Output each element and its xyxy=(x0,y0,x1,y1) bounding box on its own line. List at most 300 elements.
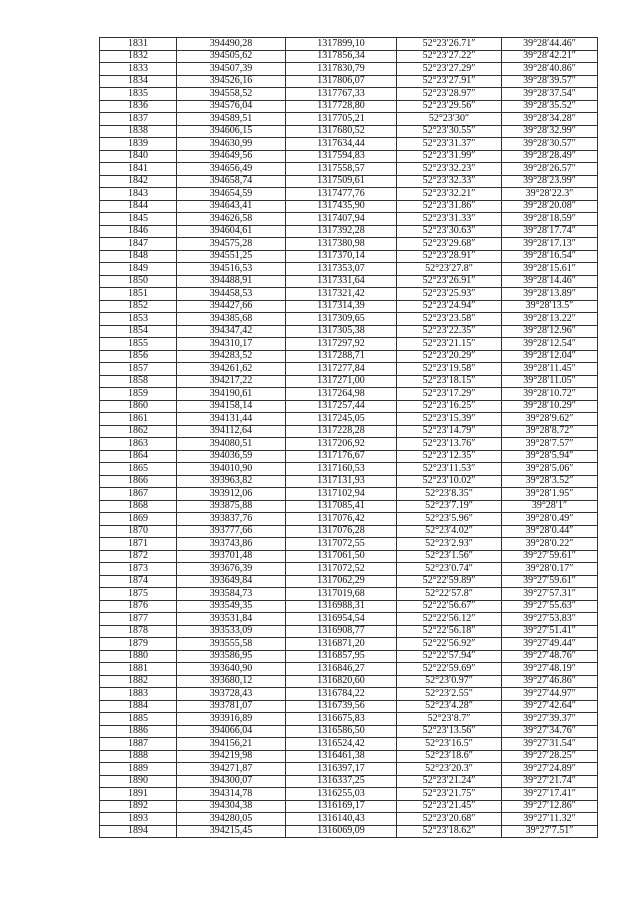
x-coordinate-cell: 394427,66 xyxy=(177,300,286,313)
latitude-cell: 52°23′23.58″ xyxy=(397,313,502,326)
longitude-cell: 39°27′46.86″ xyxy=(502,675,598,688)
latitude-cell: 52°23′13.76″ xyxy=(397,438,502,451)
table-row xyxy=(100,775,598,788)
x-coordinate-cell: 394219,98 xyxy=(177,750,286,763)
x-coordinate-cell: 394507,39 xyxy=(177,63,286,76)
latitude-cell: 52°23′26.71″ xyxy=(397,38,502,51)
longitude-cell: 39°27′48.76″ xyxy=(502,650,598,663)
y-coordinate-cell: 1317680,52 xyxy=(286,125,397,138)
y-coordinate-cell: 1316069,09 xyxy=(286,825,397,838)
table-row xyxy=(100,313,598,326)
longitude-cell: 39°28′16.54″ xyxy=(502,250,598,263)
y-coordinate-cell: 1317830,79 xyxy=(286,63,397,76)
y-coordinate-cell: 1317305,38 xyxy=(286,325,397,338)
table-row xyxy=(100,813,598,826)
longitude-cell: 39°28′14.46″ xyxy=(502,275,598,288)
y-coordinate-cell: 1317806,07 xyxy=(286,75,397,88)
table-row xyxy=(100,713,598,726)
x-coordinate-cell: 393555,58 xyxy=(177,638,286,651)
table-row xyxy=(100,575,598,588)
table-row xyxy=(100,363,598,376)
point-number-cell: 1892 xyxy=(100,800,177,813)
table-row xyxy=(100,550,598,563)
y-coordinate-cell: 1317435,90 xyxy=(286,200,397,213)
x-coordinate-cell: 394347,42 xyxy=(177,325,286,338)
point-number-cell: 1867 xyxy=(100,488,177,501)
x-coordinate-cell: 393728,43 xyxy=(177,688,286,701)
longitude-cell: 39°27′51.41″ xyxy=(502,625,598,638)
point-number-cell: 1836 xyxy=(100,100,177,113)
y-coordinate-cell: 1316140,43 xyxy=(286,813,397,826)
point-number-cell: 1882 xyxy=(100,675,177,688)
latitude-cell: 52°23′22.35″ xyxy=(397,325,502,338)
x-coordinate-cell: 394589,51 xyxy=(177,113,286,126)
table-row xyxy=(100,788,598,801)
point-number-cell: 1849 xyxy=(100,263,177,276)
point-number-cell: 1880 xyxy=(100,650,177,663)
point-number-cell: 1864 xyxy=(100,450,177,463)
x-coordinate-cell: 394280,05 xyxy=(177,813,286,826)
longitude-cell: 39°28′22.3″ xyxy=(502,188,598,201)
table-row xyxy=(100,288,598,301)
point-number-cell: 1884 xyxy=(100,700,177,713)
latitude-cell: 52°23′0.74″ xyxy=(397,563,502,576)
table-row xyxy=(100,225,598,238)
x-coordinate-cell: 393875,88 xyxy=(177,500,286,513)
longitude-cell: 39°27′11.32″ xyxy=(502,813,598,826)
x-coordinate-cell: 393781,07 xyxy=(177,700,286,713)
y-coordinate-cell: 1317072,52 xyxy=(286,563,397,576)
point-number-cell: 1888 xyxy=(100,750,177,763)
x-coordinate-cell: 393912,06 xyxy=(177,488,286,501)
y-coordinate-cell: 1317558,57 xyxy=(286,163,397,176)
longitude-cell: 39°28′42.21″ xyxy=(502,50,598,63)
longitude-cell: 39°28′44.46″ xyxy=(502,38,598,51)
y-coordinate-cell: 1316871,20 xyxy=(286,638,397,651)
latitude-cell: 52°22′56.67″ xyxy=(397,600,502,613)
x-coordinate-cell: 394158,14 xyxy=(177,400,286,413)
table-row xyxy=(100,525,598,538)
point-number-cell: 1865 xyxy=(100,463,177,476)
x-coordinate-cell: 393777,66 xyxy=(177,525,286,538)
latitude-cell: 52°23′32.23″ xyxy=(397,163,502,176)
x-coordinate-cell: 394626,58 xyxy=(177,213,286,226)
latitude-cell: 52°23′20.29″ xyxy=(397,350,502,363)
point-number-cell: 1857 xyxy=(100,363,177,376)
latitude-cell: 52°22′59.89″ xyxy=(397,575,502,588)
table-row xyxy=(100,138,598,151)
point-number-cell: 1890 xyxy=(100,775,177,788)
x-coordinate-cell: 393963,82 xyxy=(177,475,286,488)
table-row xyxy=(100,163,598,176)
longitude-cell: 39°28′26.57″ xyxy=(502,163,598,176)
x-coordinate-cell: 394551,25 xyxy=(177,250,286,263)
y-coordinate-cell: 1316846,27 xyxy=(286,663,397,676)
table-row xyxy=(100,588,598,601)
x-coordinate-cell: 393533,09 xyxy=(177,625,286,638)
latitude-cell: 52°23′29.56″ xyxy=(397,100,502,113)
latitude-cell: 52°23′4.28″ xyxy=(397,700,502,713)
longitude-cell: 39°27′34.76″ xyxy=(502,725,598,738)
longitude-cell: 39°28′0.17″ xyxy=(502,563,598,576)
latitude-cell: 52°23′29.68″ xyxy=(397,238,502,251)
table-row xyxy=(100,150,598,163)
x-coordinate-cell: 394385,68 xyxy=(177,313,286,326)
latitude-cell: 52°23′31.86″ xyxy=(397,200,502,213)
x-coordinate-cell: 394190,61 xyxy=(177,388,286,401)
table-row xyxy=(100,250,598,263)
y-coordinate-cell: 1317062,29 xyxy=(286,575,397,588)
y-coordinate-cell: 1316675,83 xyxy=(286,713,397,726)
y-coordinate-cell: 1316784,22 xyxy=(286,688,397,701)
table-row xyxy=(100,100,598,113)
longitude-cell: 39°28′3.52″ xyxy=(502,475,598,488)
y-coordinate-cell: 1317767,33 xyxy=(286,88,397,101)
point-number-cell: 1874 xyxy=(100,575,177,588)
y-coordinate-cell: 1317705,21 xyxy=(286,113,397,126)
longitude-cell: 39°28′18.59″ xyxy=(502,213,598,226)
point-number-cell: 1832 xyxy=(100,50,177,63)
y-coordinate-cell: 1317477,76 xyxy=(286,188,397,201)
latitude-cell: 52°23′27.29″ xyxy=(397,63,502,76)
y-coordinate-cell: 1316820,60 xyxy=(286,675,397,688)
latitude-cell: 52°23′0.97″ xyxy=(397,675,502,688)
x-coordinate-cell: 394310,17 xyxy=(177,338,286,351)
table-row xyxy=(100,463,598,476)
point-number-cell: 1881 xyxy=(100,663,177,676)
longitude-cell: 39°27′7.51″ xyxy=(502,825,598,838)
y-coordinate-cell: 1316461,38 xyxy=(286,750,397,763)
latitude-cell: 52°23′25.93″ xyxy=(397,288,502,301)
latitude-cell: 52°23′11.53″ xyxy=(397,463,502,476)
x-coordinate-cell: 394576,04 xyxy=(177,100,286,113)
y-coordinate-cell: 1317228,28 xyxy=(286,425,397,438)
point-number-cell: 1878 xyxy=(100,625,177,638)
y-coordinate-cell: 1317634,44 xyxy=(286,138,397,151)
longitude-cell: 39°27′17.41″ xyxy=(502,788,598,801)
latitude-cell: 52°23′21.24″ xyxy=(397,775,502,788)
x-coordinate-cell: 393701,48 xyxy=(177,550,286,563)
longitude-cell: 39°28′0.49″ xyxy=(502,513,598,526)
point-number-cell: 1863 xyxy=(100,438,177,451)
x-coordinate-cell: 394516,53 xyxy=(177,263,286,276)
latitude-cell: 52°22′57.8″ xyxy=(397,588,502,601)
point-number-cell: 1853 xyxy=(100,313,177,326)
longitude-cell: 39°27′12.86″ xyxy=(502,800,598,813)
y-coordinate-cell: 1317176,67 xyxy=(286,450,397,463)
longitude-cell: 39°28′1.95″ xyxy=(502,488,598,501)
y-coordinate-cell: 1316954,54 xyxy=(286,613,397,626)
longitude-cell: 39°27′49.44″ xyxy=(502,638,598,651)
y-coordinate-cell: 1317160,53 xyxy=(286,463,397,476)
x-coordinate-cell: 393586,95 xyxy=(177,650,286,663)
point-number-cell: 1862 xyxy=(100,425,177,438)
point-number-cell: 1854 xyxy=(100,325,177,338)
latitude-cell: 52°22′56.92″ xyxy=(397,638,502,651)
x-coordinate-cell: 393676,39 xyxy=(177,563,286,576)
latitude-cell: 52°23′19.58″ xyxy=(397,363,502,376)
latitude-cell: 52°23′4.02″ xyxy=(397,525,502,538)
point-number-cell: 1858 xyxy=(100,375,177,388)
table-row xyxy=(100,688,598,701)
y-coordinate-cell: 1317331,64 xyxy=(286,275,397,288)
y-coordinate-cell: 1317392,28 xyxy=(286,225,397,238)
table-row xyxy=(100,338,598,351)
longitude-cell: 39°28′12.04″ xyxy=(502,350,598,363)
table-row xyxy=(100,38,598,51)
latitude-cell: 52°23′27.8″ xyxy=(397,263,502,276)
table-row xyxy=(100,738,598,751)
x-coordinate-cell: 394604,61 xyxy=(177,225,286,238)
latitude-cell: 52°23′17.29″ xyxy=(397,388,502,401)
latitude-cell: 52°23′21.45″ xyxy=(397,800,502,813)
point-number-cell: 1873 xyxy=(100,563,177,576)
table-row xyxy=(100,75,598,88)
y-coordinate-cell: 1317370,14 xyxy=(286,250,397,263)
point-number-cell: 1894 xyxy=(100,825,177,838)
table-row xyxy=(100,513,598,526)
latitude-cell: 52°23′8.7″ xyxy=(397,713,502,726)
point-number-cell: 1840 xyxy=(100,150,177,163)
y-coordinate-cell: 1317076,42 xyxy=(286,513,397,526)
latitude-cell: 52°23′18.15″ xyxy=(397,375,502,388)
table-row xyxy=(100,50,598,63)
latitude-cell: 52°23′15.39″ xyxy=(397,413,502,426)
latitude-cell: 52°23′21.75″ xyxy=(397,788,502,801)
y-coordinate-cell: 1317594,83 xyxy=(286,150,397,163)
point-number-cell: 1877 xyxy=(100,613,177,626)
x-coordinate-cell: 394558,52 xyxy=(177,88,286,101)
y-coordinate-cell: 1317131,93 xyxy=(286,475,397,488)
x-coordinate-cell: 394283,52 xyxy=(177,350,286,363)
y-coordinate-cell: 1317271,00 xyxy=(286,375,397,388)
longitude-cell: 39°28′13.22″ xyxy=(502,313,598,326)
y-coordinate-cell: 1317509,61 xyxy=(286,175,397,188)
x-coordinate-cell: 394271,87 xyxy=(177,763,286,776)
latitude-cell: 52°23′1.56″ xyxy=(397,550,502,563)
longitude-cell: 39°28′5.94″ xyxy=(502,450,598,463)
latitude-cell: 52°23′31.37″ xyxy=(397,138,502,151)
x-coordinate-cell: 394217,22 xyxy=(177,375,286,388)
y-coordinate-cell: 1316908,77 xyxy=(286,625,397,638)
point-number-cell: 1859 xyxy=(100,388,177,401)
longitude-cell: 39°27′44.97″ xyxy=(502,688,598,701)
longitude-cell: 39°27′28.25″ xyxy=(502,750,598,763)
table-row xyxy=(100,500,598,513)
x-coordinate-cell: 393549,35 xyxy=(177,600,286,613)
longitude-cell: 39°28′1″ xyxy=(502,500,598,513)
y-coordinate-cell: 1316397,17 xyxy=(286,763,397,776)
point-number-cell: 1886 xyxy=(100,725,177,738)
point-number-cell: 1846 xyxy=(100,225,177,238)
y-coordinate-cell: 1316169,17 xyxy=(286,800,397,813)
point-number-cell: 1869 xyxy=(100,513,177,526)
table-row xyxy=(100,638,598,651)
latitude-cell: 52°23′31.33″ xyxy=(397,213,502,226)
longitude-cell: 39°28′17.74″ xyxy=(502,225,598,238)
longitude-cell: 39°27′57.31″ xyxy=(502,588,598,601)
y-coordinate-cell: 1316337,25 xyxy=(286,775,397,788)
x-coordinate-cell: 394656,49 xyxy=(177,163,286,176)
point-number-cell: 1889 xyxy=(100,763,177,776)
x-coordinate-cell: 394488,91 xyxy=(177,275,286,288)
point-number-cell: 1847 xyxy=(100,238,177,251)
y-coordinate-cell: 1317314,39 xyxy=(286,300,397,313)
point-number-cell: 1856 xyxy=(100,350,177,363)
x-coordinate-cell: 394490,28 xyxy=(177,38,286,51)
table-row xyxy=(100,388,598,401)
point-number-cell: 1838 xyxy=(100,125,177,138)
table-row xyxy=(100,563,598,576)
longitude-cell: 39°28′9.62″ xyxy=(502,413,598,426)
y-coordinate-cell: 1316524,42 xyxy=(286,738,397,751)
latitude-cell: 52°23′18.62″ xyxy=(397,825,502,838)
latitude-cell: 52°23′8.35″ xyxy=(397,488,502,501)
table-row xyxy=(100,263,598,276)
latitude-cell: 52°23′28.97″ xyxy=(397,88,502,101)
latitude-cell: 52°23′18.6″ xyxy=(397,750,502,763)
table-row xyxy=(100,88,598,101)
y-coordinate-cell: 1316255,03 xyxy=(286,788,397,801)
y-coordinate-cell: 1317297,92 xyxy=(286,338,397,351)
y-coordinate-cell: 1316739,56 xyxy=(286,700,397,713)
point-number-cell: 1887 xyxy=(100,738,177,751)
latitude-cell: 52°23′30.63″ xyxy=(397,225,502,238)
longitude-cell: 39°28′28.49″ xyxy=(502,150,598,163)
y-coordinate-cell: 1317102,94 xyxy=(286,488,397,501)
point-number-cell: 1839 xyxy=(100,138,177,151)
point-number-cell: 1876 xyxy=(100,600,177,613)
table-row xyxy=(100,438,598,451)
x-coordinate-cell: 393837,76 xyxy=(177,513,286,526)
latitude-cell: 52°23′5.96″ xyxy=(397,513,502,526)
point-number-cell: 1851 xyxy=(100,288,177,301)
longitude-cell: 39°28′5.06″ xyxy=(502,463,598,476)
longitude-cell: 39°28′10.29″ xyxy=(502,400,598,413)
point-number-cell: 1860 xyxy=(100,400,177,413)
latitude-cell: 52°23′20.3″ xyxy=(397,763,502,776)
table-row xyxy=(100,213,598,226)
latitude-cell: 52°23′28.91″ xyxy=(397,250,502,263)
table-row xyxy=(100,450,598,463)
table-row xyxy=(100,413,598,426)
point-number-cell: 1868 xyxy=(100,500,177,513)
longitude-cell: 39°28′7.57″ xyxy=(502,438,598,451)
longitude-cell: 39°28′17.13″ xyxy=(502,238,598,251)
latitude-cell: 52°23′26.91″ xyxy=(397,275,502,288)
point-number-cell: 1844 xyxy=(100,200,177,213)
table-row xyxy=(100,425,598,438)
longitude-cell: 39°27′59.61″ xyxy=(502,550,598,563)
point-number-cell: 1883 xyxy=(100,688,177,701)
longitude-cell: 39°27′31.54″ xyxy=(502,738,598,751)
longitude-cell: 39°28′20.08″ xyxy=(502,200,598,213)
x-coordinate-cell: 394654,59 xyxy=(177,188,286,201)
point-number-cell: 1875 xyxy=(100,588,177,601)
y-coordinate-cell: 1317380,98 xyxy=(286,238,397,251)
point-number-cell: 1845 xyxy=(100,213,177,226)
longitude-cell: 39°27′59.61″ xyxy=(502,575,598,588)
table-row xyxy=(100,125,598,138)
latitude-cell: 52°22′56.12″ xyxy=(397,613,502,626)
point-number-cell: 1842 xyxy=(100,175,177,188)
latitude-cell: 52°23′16.5″ xyxy=(397,738,502,751)
longitude-cell: 39°28′13.5″ xyxy=(502,300,598,313)
point-number-cell: 1852 xyxy=(100,300,177,313)
y-coordinate-cell: 1317899,10 xyxy=(286,38,397,51)
point-number-cell: 1835 xyxy=(100,88,177,101)
longitude-cell: 39°27′48.19″ xyxy=(502,663,598,676)
x-coordinate-cell: 393640,90 xyxy=(177,663,286,676)
latitude-cell: 52°23′7.19″ xyxy=(397,500,502,513)
table-row xyxy=(100,200,598,213)
x-coordinate-cell: 393531,84 xyxy=(177,613,286,626)
y-coordinate-cell: 1317019,68 xyxy=(286,588,397,601)
latitude-cell: 52°23′13.56″ xyxy=(397,725,502,738)
x-coordinate-cell: 394131,44 xyxy=(177,413,286,426)
table-row xyxy=(100,800,598,813)
table-row xyxy=(100,725,598,738)
x-coordinate-cell: 394112,64 xyxy=(177,425,286,438)
longitude-cell: 39°27′39.37″ xyxy=(502,713,598,726)
longitude-cell: 39°28′35.52″ xyxy=(502,100,598,113)
table-row xyxy=(100,538,598,551)
point-number-cell: 1850 xyxy=(100,275,177,288)
point-number-cell: 1885 xyxy=(100,713,177,726)
y-coordinate-cell: 1317277,84 xyxy=(286,363,397,376)
longitude-cell: 39°28′0.44″ xyxy=(502,525,598,538)
longitude-cell: 39°27′55.63″ xyxy=(502,600,598,613)
x-coordinate-cell: 394505,62 xyxy=(177,50,286,63)
y-coordinate-cell: 1317321,42 xyxy=(286,288,397,301)
y-coordinate-cell: 1316988,31 xyxy=(286,600,397,613)
table-row xyxy=(100,375,598,388)
x-coordinate-cell: 393649,84 xyxy=(177,575,286,588)
latitude-cell: 52°23′10.02″ xyxy=(397,475,502,488)
point-number-cell: 1855 xyxy=(100,338,177,351)
latitude-cell: 52°22′56.18″ xyxy=(397,625,502,638)
longitude-cell: 39°28′23.99″ xyxy=(502,175,598,188)
x-coordinate-cell: 394658,74 xyxy=(177,175,286,188)
point-number-cell: 1871 xyxy=(100,538,177,551)
x-coordinate-cell: 394649,56 xyxy=(177,150,286,163)
latitude-cell: 52°23′32.21″ xyxy=(397,188,502,201)
latitude-cell: 52°22′59.69″ xyxy=(397,663,502,676)
point-number-cell: 1870 xyxy=(100,525,177,538)
x-coordinate-cell: 394526,16 xyxy=(177,75,286,88)
longitude-cell: 39°27′42.64″ xyxy=(502,700,598,713)
longitude-cell: 39°28′15.61″ xyxy=(502,263,598,276)
latitude-cell: 52°23′20.68″ xyxy=(397,813,502,826)
table-row xyxy=(100,113,598,126)
longitude-cell: 39°28′34.28″ xyxy=(502,113,598,126)
table-row xyxy=(100,300,598,313)
table-row xyxy=(100,275,598,288)
longitude-cell: 39°27′24.89″ xyxy=(502,763,598,776)
table-row xyxy=(100,763,598,776)
longitude-cell: 39°28′11.05″ xyxy=(502,375,598,388)
x-coordinate-cell: 394261,62 xyxy=(177,363,286,376)
point-number-cell: 1833 xyxy=(100,63,177,76)
longitude-cell: 39°28′32.99″ xyxy=(502,125,598,138)
latitude-cell: 52°23′24.94″ xyxy=(397,300,502,313)
longitude-cell: 39°28′11.45″ xyxy=(502,363,598,376)
table-row xyxy=(100,663,598,676)
latitude-cell: 52°23′30.55″ xyxy=(397,125,502,138)
coordinates-table-body xyxy=(100,38,598,838)
x-coordinate-cell: 394080,51 xyxy=(177,438,286,451)
y-coordinate-cell: 1317085,41 xyxy=(286,500,397,513)
